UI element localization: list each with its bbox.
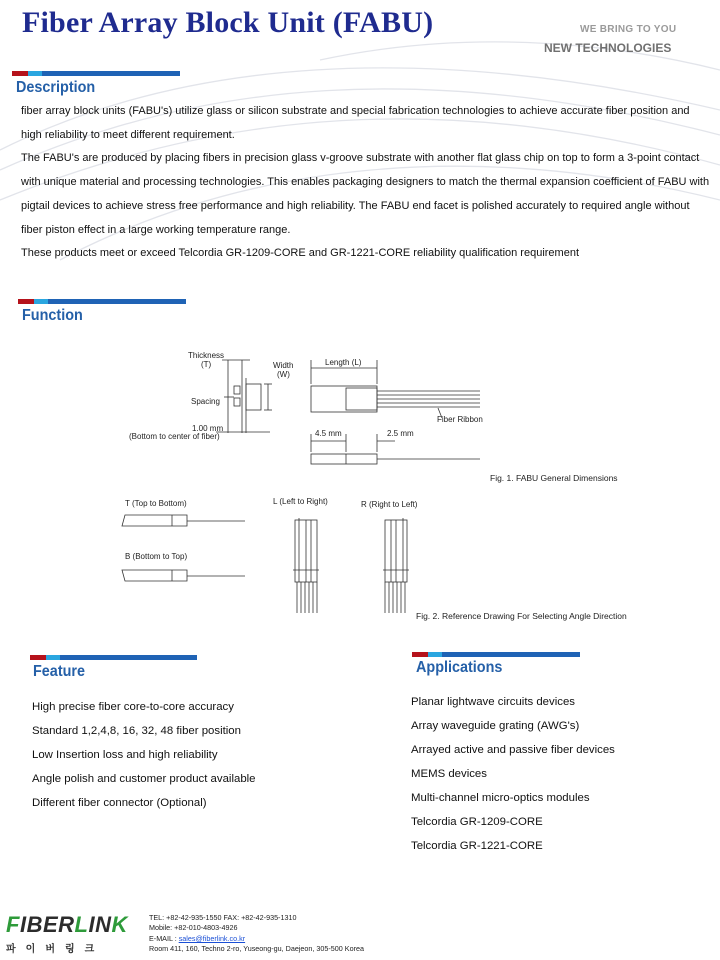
email-label: E-MAIL : bbox=[149, 933, 179, 943]
dimension-a-label: 4.5 mm bbox=[315, 429, 342, 438]
description-divider bbox=[12, 71, 180, 76]
feature-list bbox=[32, 695, 256, 815]
application-item: Telcordia GR-1221-CORE bbox=[411, 840, 543, 852]
applications-list bbox=[411, 690, 615, 858]
applications-divider bbox=[412, 652, 580, 657]
fig2-caption: Fig. 2. Reference Drawing For Selecting Angle Direction bbox=[416, 611, 627, 621]
contact-phone: TEL: +82-42-935-1550 FAX: +82-42-935-1310 bbox=[149, 913, 297, 922]
width-symbol: (W) bbox=[277, 370, 290, 379]
fig1-caption: Fig. 1. FABU General Dimensions bbox=[490, 473, 618, 483]
thickness-label: Thickness bbox=[188, 351, 225, 360]
description-paragraph: These products meet or exceed Telcordia GR-1209-CORE and GR-1221-CORE reliability qualification requirement bbox=[21, 247, 579, 260]
page-title: Fiber Array Block Unit (FABU) bbox=[22, 6, 434, 39]
contact-mobile: Mobile: +82-010-4803-4926 bbox=[149, 923, 238, 933]
application-item: Multi-channel micro-optics modules bbox=[411, 792, 590, 804]
angle-b-label: B (Bottom to Top) bbox=[125, 552, 188, 561]
tagline-top: WE BRING TO YOU bbox=[580, 24, 677, 35]
email-link[interactable]: sales@fiberlink.co.kr bbox=[178, 933, 246, 943]
contact-email-row bbox=[149, 934, 364, 944]
applications-heading: Applications bbox=[416, 659, 503, 676]
dimension-b-label: 2.5 mm bbox=[387, 429, 414, 438]
width-label: Width bbox=[273, 361, 294, 370]
logo-wordmark: FIBERLINK bbox=[6, 912, 128, 937]
feature-item: High precise fiber core-to-core accuracy bbox=[32, 701, 234, 713]
description-heading: Description bbox=[16, 79, 96, 96]
spacing-label: Spacing bbox=[191, 397, 220, 406]
application-item: Telcordia GR-1209-CORE bbox=[411, 816, 543, 828]
angle-r-label: R (Right to Left) bbox=[361, 500, 418, 509]
feature-item: Standard 1,2,4,8, 16, 32, 48 fiber position bbox=[32, 725, 241, 737]
feature-item: Angle polish and customer product available bbox=[32, 773, 256, 785]
fabu-dimension-drawing bbox=[180, 348, 640, 488]
feature-heading: Feature bbox=[33, 663, 86, 680]
length-label: Length (L) bbox=[325, 358, 362, 367]
tagline-bottom: NEW TECHNOLOGIES bbox=[544, 41, 672, 55]
feature-item: Low Insertion loss and high reliability bbox=[32, 749, 218, 761]
thickness-symbol: (T) bbox=[201, 360, 212, 369]
feature-divider bbox=[30, 655, 197, 660]
function-divider bbox=[18, 299, 186, 304]
application-item: MEMS devices bbox=[411, 768, 487, 780]
company-logo bbox=[6, 912, 138, 956]
pitch-note: (Bottom to center of fiber) bbox=[129, 432, 220, 441]
contact-info bbox=[149, 913, 364, 955]
contact-address: Room 411, 160, Techno 2-ro, Yuseong-gu, Daejeon, 305-500 Korea bbox=[149, 944, 364, 954]
angle-l-label: L (Left to Right) bbox=[273, 497, 328, 506]
description-paragraph: The FABU's are produced by placing fibers in precision glass v-groove substrate with another flat glass chip on top to form a 3-point contact with unique material and processing technologies. This enables packaging designers to match the thermal expansion coefficient of FABU with pigtail devices to achieve stress free performance and high reliability. The FABU end facet is polished accurately to required angle without fiber piston effect in a large working temperature range. bbox=[21, 152, 710, 236]
application-item: Array waveguide grating (AWG's) bbox=[411, 720, 580, 732]
description-paragraph: fiber array block units (FABU's) utilize glass or silicon substrate and special fabrication technologies to achieve accurate fiber position and high reliability to meet different requirement. bbox=[21, 105, 690, 141]
fiber-ribbon-label: Fiber Ribbon bbox=[437, 415, 483, 424]
pitch-label: 1.00 mm bbox=[192, 424, 224, 433]
angle-direction-drawing bbox=[115, 510, 445, 620]
function-heading: Function bbox=[22, 307, 83, 324]
angle-t-label: T (Top to Bottom) bbox=[125, 499, 187, 508]
application-item: Planar lightwave circuits devices bbox=[411, 696, 575, 708]
description-body bbox=[21, 100, 711, 266]
application-item: Arrayed active and passive fiber devices bbox=[411, 744, 615, 756]
logo-korean: 파이버링크 bbox=[6, 944, 105, 955]
feature-item: Different fiber connector (Optional) bbox=[32, 797, 207, 809]
